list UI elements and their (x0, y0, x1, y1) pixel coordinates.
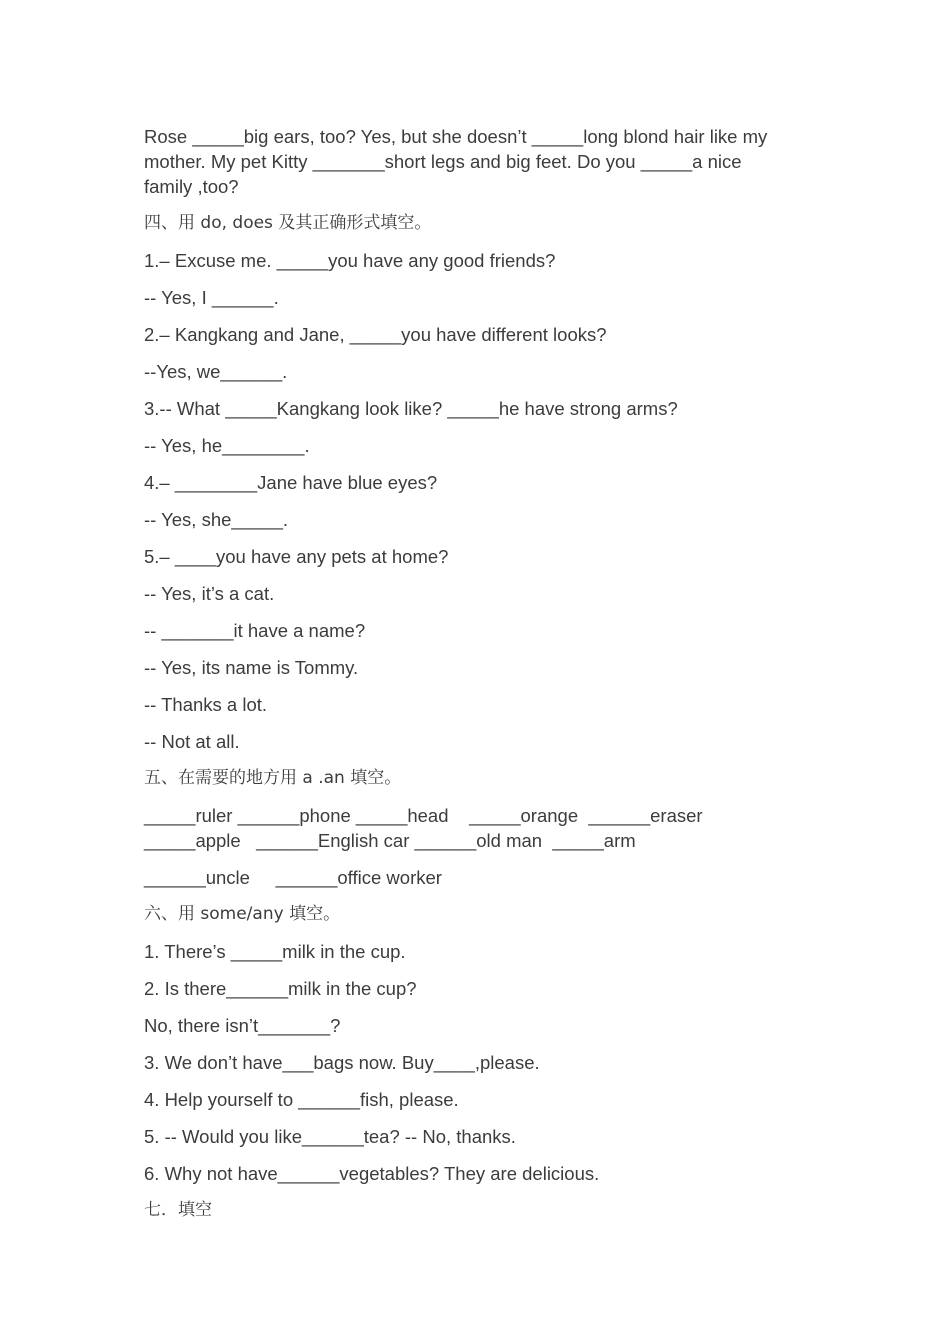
exercise-line: 3.-- What _____Kangkang look like? _____he have strong arms? (144, 398, 678, 419)
exercise-line: 4. Help yourself to ______fish, please. (144, 1089, 459, 1110)
exercise-line: -- Yes, it’s a cat. (144, 583, 275, 604)
exercise-line: No, there isn’t_______? (144, 1015, 341, 1036)
article-row: _____apple ______English car ______old man _____arm (144, 830, 636, 851)
exercise-line: -- _______it have a name? (144, 620, 366, 641)
exercise-line: -- Yes, its name is Tommy. (144, 657, 359, 678)
exercise-line: 6. Why not have______vegetables? They are delicious. (144, 1163, 600, 1184)
section-5-title: 五、在需要的地方用 a .an 填空。 (144, 768, 402, 788)
article-row: _____ruler ______phone _____head _____orange ______eraser (144, 805, 703, 826)
exercise-line: 2. Is there______milk in the cup? (144, 978, 417, 999)
exercise-line: 5. -- Would you like______tea? -- No, thanks. (144, 1126, 516, 1147)
intro-line: mother. My pet Kitty _______short legs and big feet. Do you _____a nice (144, 151, 742, 172)
exercise-line: 3. We don’t have___bags now. Buy____,please. (144, 1052, 540, 1073)
section-4-title: 四、用 do, does 及其正确形式填空。 (144, 213, 432, 233)
exercise-line: 2.– Kangkang and Jane, _____you have different looks? (144, 324, 607, 345)
intro-line: family ,too? (144, 176, 239, 197)
exercise-line: 1. There’s _____milk in the cup. (144, 941, 406, 962)
worksheet-page (144, 124, 824, 1223)
exercise-line: 1.– Excuse me. _____you have any good friends? (144, 250, 556, 271)
exercise-line: -- Yes, he________. (144, 435, 310, 456)
exercise-line: 5.– ____you have any pets at home? (144, 546, 449, 567)
section-6-title: 六、用 some/any 填空。 (144, 904, 341, 924)
exercise-line: -- Yes, she_____. (144, 509, 288, 530)
intro-line: Rose _____big ears, too? Yes, but she doesn’t _____long blond hair like my (144, 126, 768, 147)
exercise-line: -- Yes, I ______. (144, 287, 279, 308)
exercise-line: 4.– ________Jane have blue eyes? (144, 472, 438, 493)
section-7-title: 七．填空 (144, 1200, 212, 1220)
exercise-line: --Yes, we______. (144, 361, 288, 382)
exercise-line: -- Thanks a lot. (144, 694, 268, 715)
exercise-line: -- Not at all. (144, 731, 240, 752)
article-row: ______uncle ______office worker (144, 867, 442, 888)
